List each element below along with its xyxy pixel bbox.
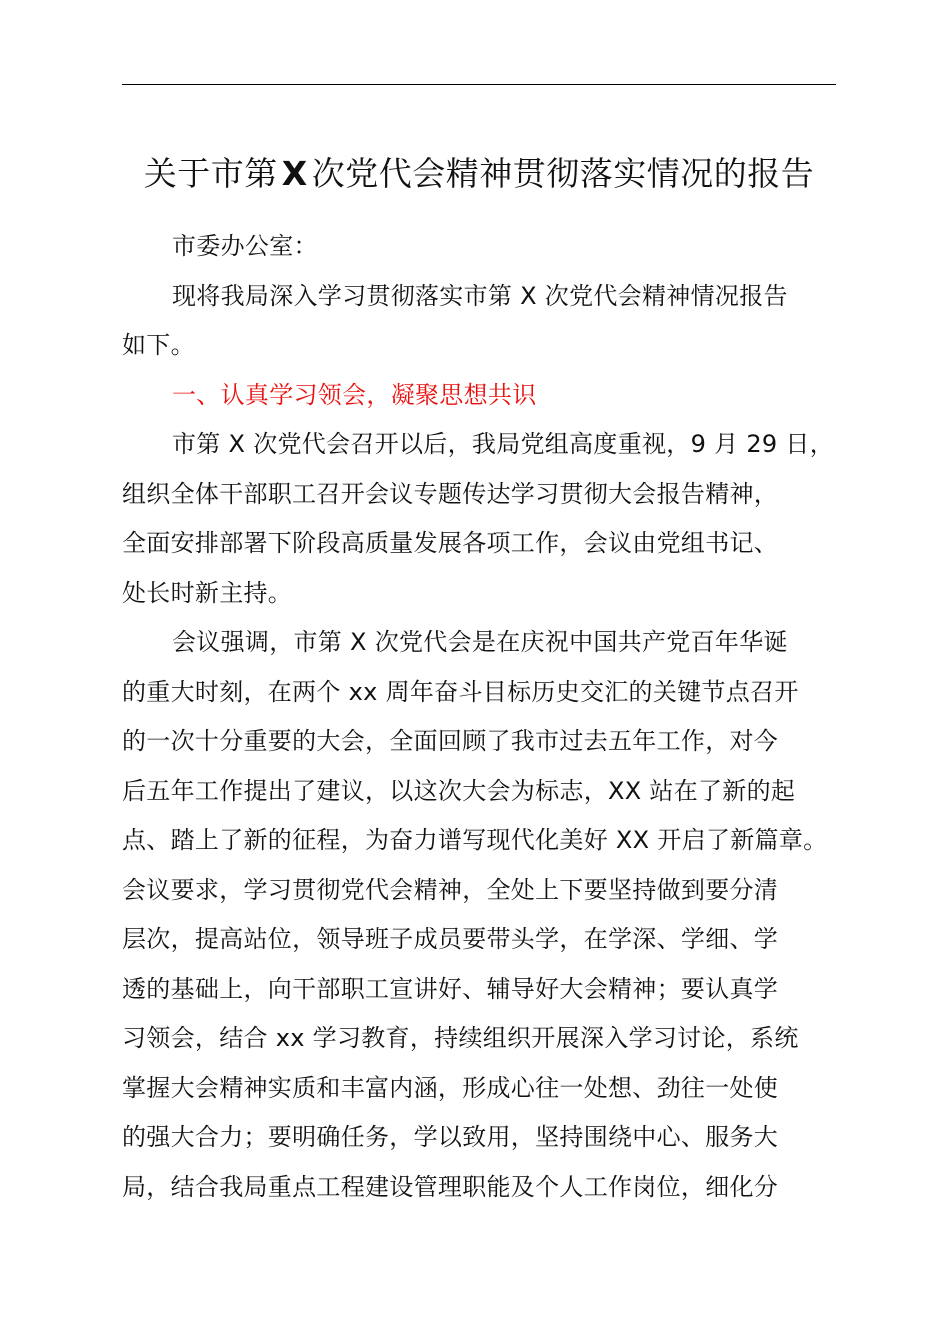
paragraph-line: 后五年工作提出了建议，以这次大会为标志，XX 站在了新的起 [122, 776, 796, 805]
paragraph-line: 层次，提高站位，领导班子成员要带头学，在学深、学细、学 [122, 925, 779, 953]
paragraph-2 [122, 618, 836, 1212]
paragraph-line: 市第 X 次党代会召开以后，我局党组高度重视，9 月 29 日， [172, 430, 834, 458]
intro-line: 现将我局深入学习贯彻落实市第 X 次党代会精神情况报告 [172, 281, 788, 310]
document-title [122, 150, 836, 198]
header-rule [122, 84, 836, 85]
paragraph-1 [122, 420, 836, 618]
paragraph-line: 点、踏上了新的征程，为奋力谱写现代化美好 XX 开启了新篇章。 [122, 826, 828, 854]
paragraph-line: 的强大合力；要明确任务，学以致用，坚持围绕中心、服务大 [122, 1123, 779, 1151]
paragraph-line: 局，结合我局重点工程建设管理职能及个人工作岗位，细化分 [122, 1172, 779, 1201]
paragraph-line: 处长时新主持。 [122, 578, 293, 607]
title-x: X [281, 154, 308, 193]
paragraph-line: 的一次十分重要的大会，全面回顾了我市过去五年工作，对今 [122, 727, 779, 755]
addressee: 市委办公室： [172, 232, 318, 260]
paragraph-line: 习领会，结合 xx 学习教育，持续组织开展深入学习讨论，系统 [122, 1024, 799, 1052]
paragraph-line: 透的基础上，向干部职工宣讲好、辅导好大会精神；要认真学 [122, 974, 779, 1003]
intro-paragraph [122, 272, 836, 371]
paragraph-line: 组织全体干部职工召开会议专题传达学习贯彻大会报告精神， [122, 479, 779, 508]
paragraph-line: 会议要求，学习贯彻党代会精神，全处上下要坚持做到要分清 [122, 875, 779, 904]
paragraph-line: 掌握大会精神实质和丰富内涵，形成心往一处想、劲往一处使 [122, 1073, 779, 1102]
title-after: 次党代会精神贯彻落实情况的报告 [311, 154, 815, 193]
paragraph-line: 会议强调，市第 X 次党代会是在庆祝中国共产党百年华诞 [172, 628, 788, 656]
intro-line: 如下。 [122, 331, 195, 359]
document-body [122, 222, 836, 1212]
paragraph-line: 的重大时刻，在两个 xx 周年奋斗目标历史交汇的关键节点召开 [122, 677, 799, 706]
title-before: 关于市第 [143, 154, 278, 193]
section-heading: 一、认真学习领会，凝聚思想共识 [172, 380, 537, 409]
addressee-paragraph [122, 222, 836, 272]
paragraph-line: 全面安排部署下阶段高质量发展各项工作，会议由党组书记、 [122, 529, 779, 557]
section-heading-paragraph [122, 371, 836, 421]
